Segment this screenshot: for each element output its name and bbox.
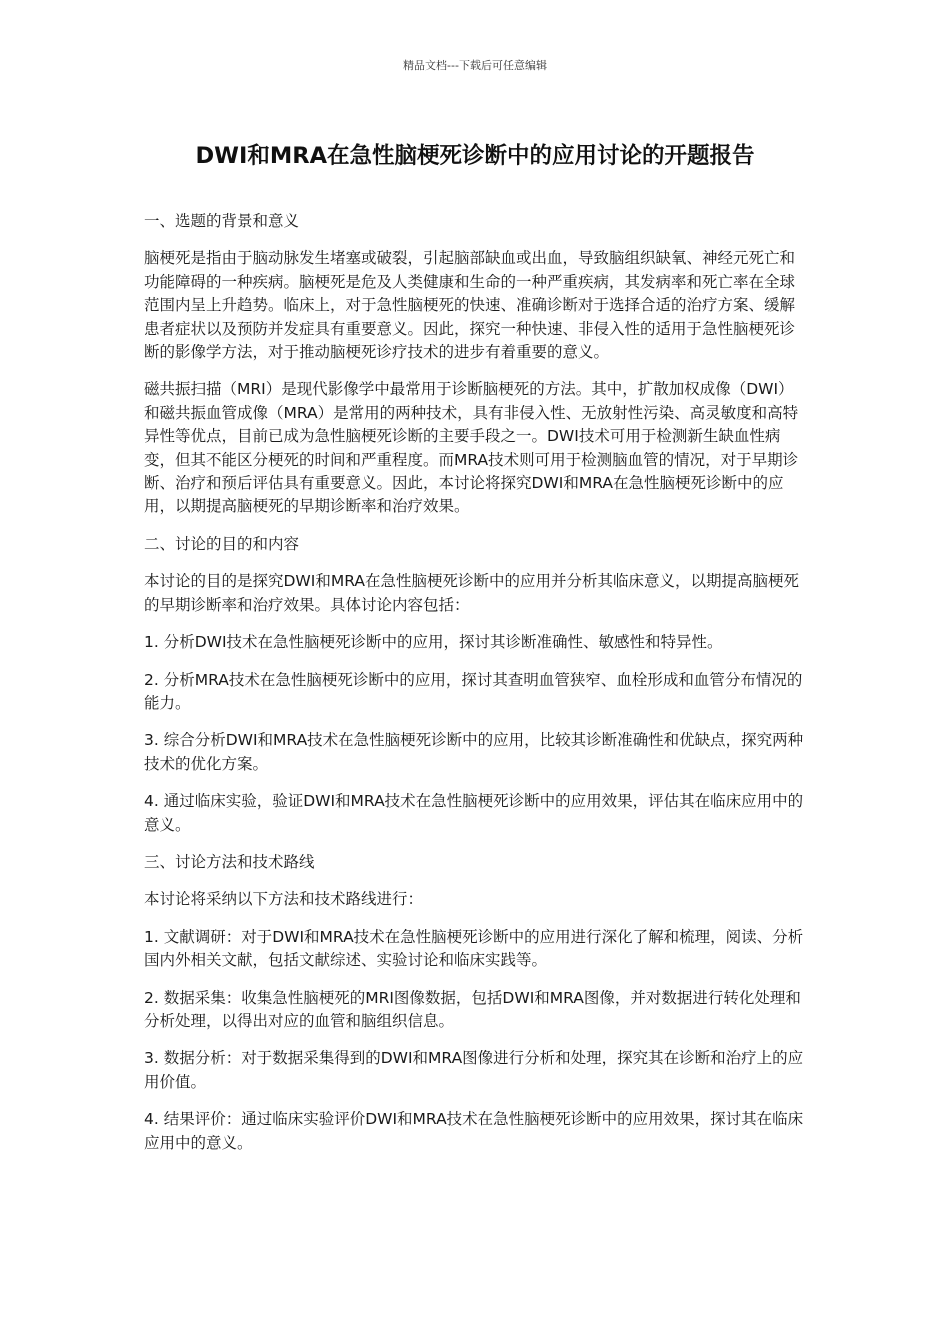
paragraph-background-2: 磁共振扫描（MRI）是现代影像学中最常用于诊断脑梗死的方法。其中，扩散加权成像（DWI）和磁共振血管成像（MRA）是常用的两种技术，具有非侵入性、无放射性污染、高灵敏度和高特异性等优点，目前已成为急性脑梗死诊断的主要手段之一。DWI技术可用于检测新生缺血性病变，但其不能区分梗死的时间和严重程度。而MRA技术则可用于检测脑血管的情况，对于早期诊断、治疗和预后评估具有重要意义。因此，本讨论将探究DWI和MRA在急性脑梗死诊断中的应用，以期提高脑梗死的早期诊断率和治疗效果。 [144,380,799,516]
paragraph-background-1: 脑梗死是指由于脑动脉发生堵塞或破裂，引起脑部缺血或出血，导致脑组织缺氧、神经元死亡和功能障碍的一种疾病。脑梗死是危及人类健康和生命的一种严重疾病，其发病率和死亡率在全球范围内呈上升趋势。临床上，对于急性脑梗死的快速、准确诊断对于选择合适的治疗方案、缓解患者症状以及预防并发症具有重要意义。因此，探究一种快速、非侵入性的适用于急性脑梗死诊断的影像学方法，对于推动脑梗死诊疗技术的进步有着重要的意义。 [144,249,796,362]
list-item-purpose-4: 4. 通过临床实验，验证DWI和MRA技术在急性脑梗死诊断中的应用效果，评估其在临床应用中的意义。 [144,792,804,834]
section-heading-background: 一、选题的背景和意义 [144,212,300,230]
list-item-methods-4: 4. 结果评价：通过临床实验评价DWI和MRA技术在急性脑梗死诊断中的应用效果，探讨其在临床应用中的意义。 [144,1110,804,1152]
section-heading-purpose: 二、讨论的目的和内容 [144,534,300,553]
paragraph-purpose: 本讨论的目的是探究DWI和MRA在急性脑梗死诊断中的应用并分析其临床意义，以期提高脑梗死的早期诊断率和治疗效果。具体讨论内容包括： [144,572,799,614]
paragraph-methods: 本讨论将采纳以下方法和技术路线进行： [144,890,424,909]
list-item-methods-2: 2. 数据采集：收集急性脑梗死的MRI图像数据，包括DWI和MRA图像，并对数据进行转化处理和分析处理，以得出对应的血管和脑组织信息。 [144,988,801,1030]
document-body [144,210,808,1169]
section-heading-methods: 三、讨论方法和技术路线 [144,852,315,871]
list-item-methods-3: 3. 数据分析：对于数据采集得到的DWI和MRA图像进行分析和处理，探究其在诊断和治疗上的应用价值。 [144,1049,804,1091]
list-item-methods-1: 1. 文献调研：对于DWI和MRA技术在急性脑梗死诊断中的应用进行深化了解和梳理，阅读、分析国内外相关文献，包括文献综述、实验讨论和临床实践等。 [144,927,804,970]
list-item-purpose-1: 1. 分析DWI技术在急性脑梗死诊断中的应用，探讨其诊断准确性、敏感性和特异性。 [144,633,723,652]
page-header: 精品文档---下载后可任意编辑 [403,59,547,72]
list-item-purpose-2: 2. 分析MRA技术在急性脑梗死诊断中的应用，探讨其查明血管狭窄、血栓形成和血管分布情况的能力。 [144,670,803,712]
document-title: DWI和MRA在急性脑梗死诊断中的应用讨论的开题报告 [195,143,755,169]
list-item-purpose-3: 3. 综合分析DWI和MRA技术在急性脑梗死诊断中的应用，比较其诊断准确性和优缺点，探究两种技术的优化方案。 [144,731,804,773]
